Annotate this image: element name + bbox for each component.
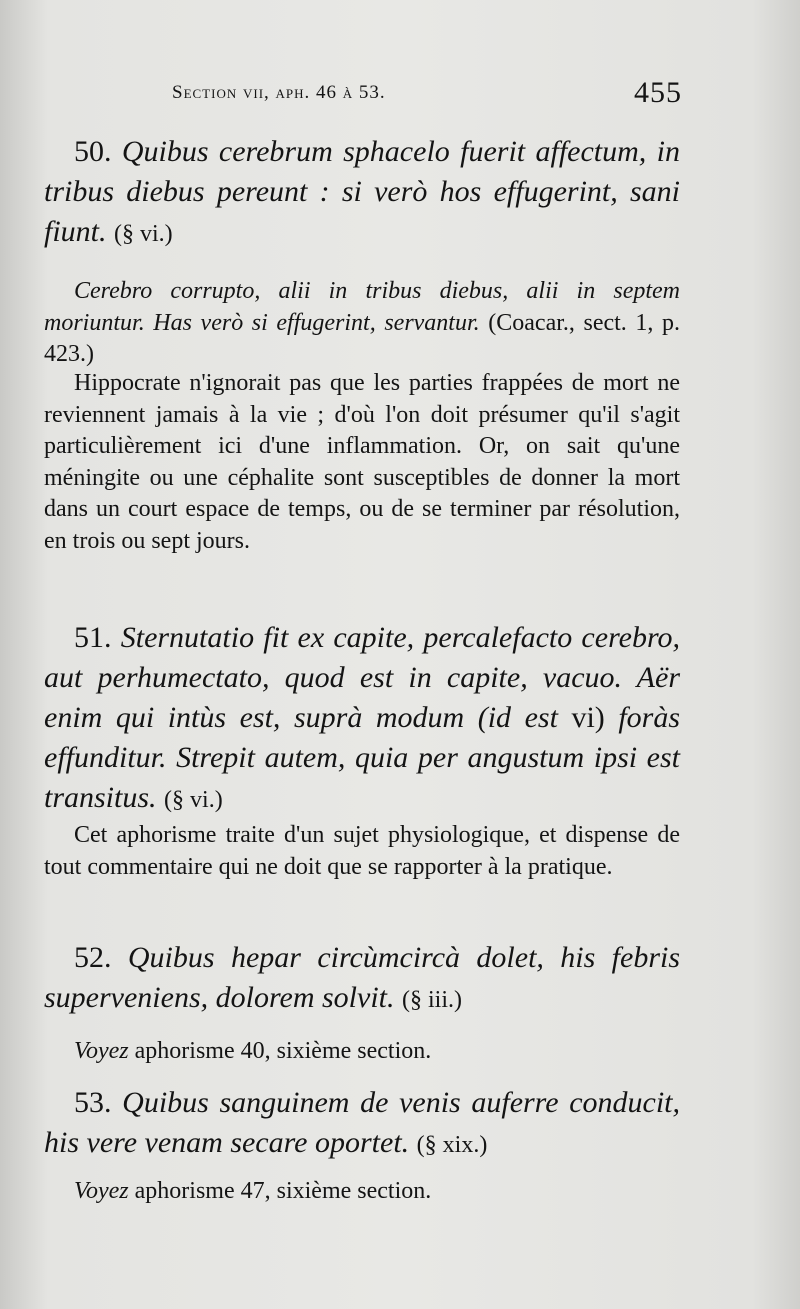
commentary-50: [44, 368, 680, 557]
citation-source: (Coacar., sect. 1, p. 423.): [44, 309, 681, 367]
aphorism-latin-end: foràs effunditur. Strepit autem, quia per angustum ipsi est transitus.: [44, 701, 681, 814]
aphorism-number: 52.: [74, 941, 112, 974]
page-number: 455: [634, 76, 682, 109]
aphorism-text: [44, 1083, 680, 1165]
citation-50: [44, 276, 680, 371]
aphorism-52: [44, 938, 680, 1020]
commentary-text: [44, 1176, 680, 1208]
commentary-53: [44, 1176, 680, 1208]
commentary-rest: aphorisme 47, sixième section.: [134, 1178, 432, 1204]
commentary-52: [44, 1036, 680, 1068]
commentary-text: Hippocrate n'ignorait pas que les parties frappées de mort ne reviennent jamais à la vie ; d'où l'on doit présumer qu'il s'agit particulièrement ici d'une inflammation. Or, on sait qu'une méningite ou une céphalite sont susceptibles de donner la mort dans un court espace de temps, ou de se terminer par résolution, en trois ou sept jours.: [44, 370, 680, 554]
aphorism-reference: (§ xix.): [416, 1132, 488, 1158]
aphorism-number: 53.: [74, 1086, 112, 1119]
aphorism-text: [44, 618, 680, 820]
voyez-word: Voyez: [74, 1178, 129, 1204]
aphorism-reference: (§ vi.): [164, 787, 223, 813]
aphorism-50: [44, 132, 680, 254]
commentary-text: [44, 1036, 680, 1068]
aphorism-reference: (§ vi.): [114, 221, 173, 247]
voyez-word: Voyez: [74, 1038, 129, 1064]
aphorism-text: [44, 938, 680, 1020]
commentary-51: [44, 820, 680, 883]
aphorism-latin-roman: vi): [571, 701, 605, 734]
aphorism-number: 50.: [74, 135, 112, 168]
aphorism-53: [44, 1083, 680, 1165]
aphorism-latin: Quibus sanguinem de venis auferre conducit, his vere venam secare oportet.: [44, 1086, 681, 1159]
aphorism-latin-paren: (id est: [477, 701, 558, 734]
aphorism-latin: Quibus cerebrum sphacelo fuerit affectum, in tribus diebus pereunt : si verò hos effugerint, sani fiunt.: [44, 135, 681, 248]
aphorism-latin: Sternutatio fit ex capite, percalefacto cerebro, aut perhumectato, quod est in capite, vacuo. Aër enim qui intùs est, suprà modum: [44, 621, 681, 734]
aphorism-latin: Quibus hepar circùmcircà dolet, his febris superveniens, dolorem solvit.: [44, 941, 681, 1014]
commentary-text: Cet aphorisme traite d'un sujet physiologique, et dispense de tout commentaire qui ne doit que se rapporter à la pratique.: [44, 822, 680, 880]
aphorism-number: 51.: [74, 621, 112, 654]
citation-text: [44, 276, 680, 371]
aphorism-text: [44, 132, 680, 254]
aphorism-51: [44, 618, 680, 820]
running-title: Section vii, aph. 46 à 53.: [172, 82, 386, 103]
commentary-rest: aphorisme 40, sixième section.: [134, 1038, 432, 1064]
aphorism-reference: (§ iii.): [402, 987, 462, 1013]
citation-latin: Cerebro corrupto, alii in tribus diebus, alii in septem moriuntur. Has verò si effugerint, servantur.: [44, 278, 680, 336]
